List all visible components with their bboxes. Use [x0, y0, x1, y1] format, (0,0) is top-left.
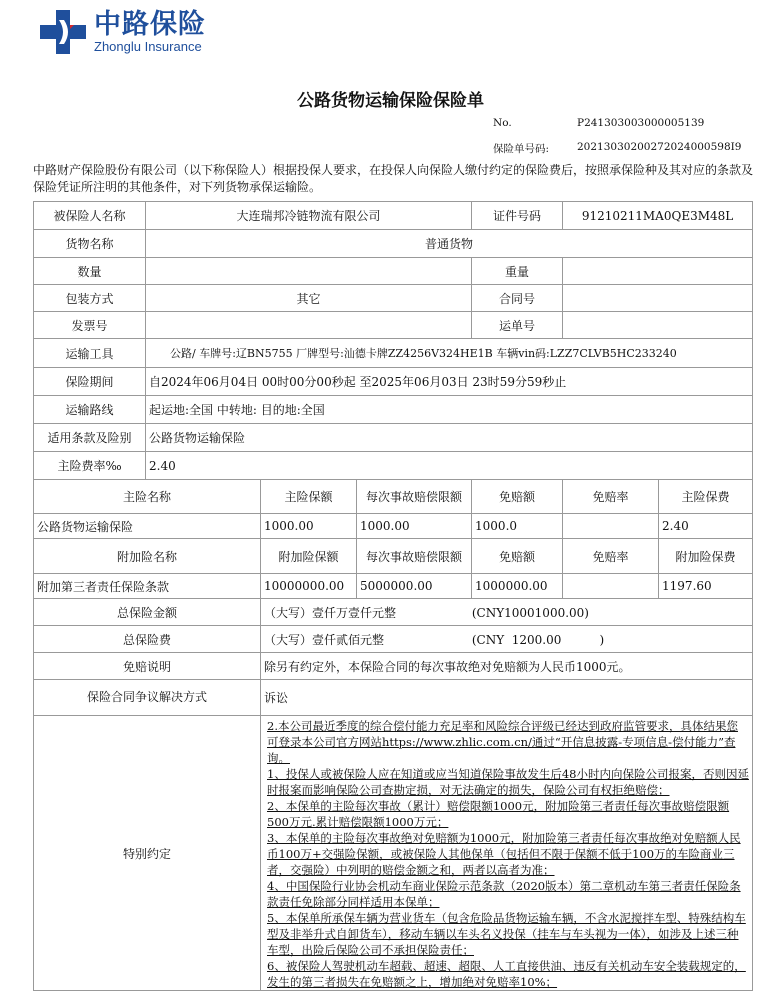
add-header-limit: 每次事故赔偿限额 [357, 539, 472, 574]
total-premium-cell [261, 626, 753, 653]
logo-cross-icon [40, 10, 86, 54]
goods-value: 普通货物 [146, 230, 753, 258]
special-line: 4、中国保险行业协会机动车商业保险示范条款（2020版本）第二章机动车第三者责任保险条款责任免除部分同样适用本保单； [267, 879, 741, 909]
special-line: 3、本保单的主险每次事故绝对免赔额为1000元，附加险第三者责任每次事故绝对免赔额人民币100万+交强险保额，或被保险人其他保单（包括但不限于保额不低于100万的车险商业三者，交强险）中列明的赔偿金额之和，两者以高者为准； [267, 831, 741, 877]
main-row-name: 公路货物运输保险 [34, 514, 261, 539]
add-row-deductible: 1000000.00 [472, 574, 563, 599]
pack-value: 其它 [146, 285, 472, 312]
special-line: 1、投保人或被保险人应在知道或应当知道保险事故发生后48小时内向保险公司报案，否则因延时报案而影响保险公司查勘定损，对无法确定的损失，保险公司有权拒绝赔偿； [267, 767, 749, 797]
intro-paragraph: 中路财产保险股份有限公司（以下称保险人）根据投保人要求，在投保人向保险人缴付约定的保险费后，按照承保险种及其对应的条款及保险凭证所注明的其他条件，对下列货物承保运输险。 [33, 163, 754, 194]
insured-value: 大连瑞邦冷链物流有限公司 [146, 202, 472, 230]
invoice-label: 发票号 [34, 312, 146, 339]
main-header-rate: 免赔率 [563, 480, 659, 514]
dispute-label: 保险合同争议解决方式 [34, 680, 261, 716]
clause-value: 公路货物运输保险 [146, 424, 753, 452]
main-header-amount: 主险保额 [261, 480, 357, 514]
add-header-deductible: 免赔额 [472, 539, 563, 574]
vehicle-value: 公路/ 车牌号:辽BN5755 厂牌型号:汕德卡牌ZZ4256V324HE1B 车辆vin码:LZZ7CLVB5HC233240 [146, 339, 753, 368]
policy-number-label: 保险单号码: [493, 143, 550, 155]
policy-table [33, 201, 753, 991]
total-premium-num: (CNY 1200.00 ) [471, 632, 605, 647]
total-amount-num: (CNY10001000.00) [471, 605, 589, 620]
policy-number-value: 20213030200272024000598I9 [577, 141, 742, 153]
waybill-value [563, 312, 753, 339]
goods-label: 货物名称 [34, 230, 146, 258]
qty-label: 数量 [34, 258, 146, 285]
cert-value: 91210211MA0QE3M48L [563, 202, 753, 230]
main-row-rate [563, 514, 659, 539]
dispute-value: 诉讼 [261, 680, 753, 716]
add-row-limit: 5000000.00 [357, 574, 472, 599]
special-line: 2、本保单的主险每次事故（累计）赔偿限额1000元，附加险第三者责任每次事故赔偿限额500万元.累计赔偿限额1000万元； [267, 799, 730, 829]
route-label: 运输路线 [34, 396, 146, 424]
special-label: 特别约定 [34, 716, 261, 991]
document-title: 公路货物运输保险保险单 [297, 91, 484, 111]
add-header-rate: 免赔率 [563, 539, 659, 574]
special-line: 2.本公司最近季度的综合偿付能力充足率和风险综合评级已经达到政府监管要求，具体结果您可登录本公司官方网站https://www.zhlic.com.cn/通过“开信息披露-专项信息-偿付能力”查询。 [267, 719, 738, 765]
add-row-premium: 1197.60 [659, 574, 753, 599]
add-header-premium: 附加险保费 [659, 539, 753, 574]
main-header-premium: 主险保费 [659, 480, 753, 514]
route-value: 起运地:全国 中转地: 目的地:全国 [146, 396, 753, 424]
rate-value: 2.40 [146, 452, 753, 480]
main-header-limit: 每次事故赔偿限额 [357, 480, 472, 514]
insured-label: 被保险人名称 [34, 202, 146, 230]
period-value: 自2024年06月04日 00时00分00秒起 至2025年06月03日 23时59分59秒止 [146, 368, 753, 396]
rate-label: 主险费率‰ [34, 452, 146, 480]
contract-value [563, 285, 753, 312]
deductible-label: 免赔说明 [34, 653, 261, 680]
invoice-value [146, 312, 472, 339]
contract-label: 合同号 [472, 285, 563, 312]
no-label: No. [493, 117, 512, 129]
add-row-rate [563, 574, 659, 599]
main-header-deductible: 免赔额 [472, 480, 563, 514]
total-premium-label: 总保险费 [34, 626, 261, 653]
brand-name-cn: 中路保险 [94, 9, 206, 40]
total-amount-label: 总保险金额 [34, 599, 261, 626]
qty-value [146, 258, 472, 285]
period-label: 保险期间 [34, 368, 146, 396]
main-row-premium: 2.40 [659, 514, 753, 539]
total-amount-cn: （大写）壹仟万壹仟元整 [264, 605, 397, 620]
add-row-amount: 10000000.00 [261, 574, 357, 599]
company-logo [40, 10, 206, 54]
special-line: 6、被保险人驾驶机动车超载、超速、超限、人工直接供油、违反有关机动车安全装载规定的，发生的第三者损失在免赔额之上，增加绝对免赔率10%； [267, 959, 746, 989]
brand-name-en: Zhonglu Insurance [94, 39, 202, 54]
main-row-deductible: 1000.0 [472, 514, 563, 539]
clause-label: 适用条款及险别 [34, 424, 146, 452]
main-row-amount: 1000.00 [261, 514, 357, 539]
add-row-name: 附加第三者责任保险条款 [34, 574, 261, 599]
waybill-label: 运单号 [472, 312, 563, 339]
total-amount-cell [261, 599, 753, 626]
no-value: P241303003000005139 [577, 117, 705, 129]
pack-label: 包装方式 [34, 285, 146, 312]
main-row-limit: 1000.00 [357, 514, 472, 539]
weight-label: 重量 [472, 258, 563, 285]
total-premium-cn: （大写）壹仟贰佰元整 [264, 632, 385, 647]
add-header-name: 附加险名称 [34, 539, 261, 574]
cert-label: 证件号码 [472, 202, 563, 230]
special-line: 5、本保单所承保车辆为营业货车（包含危险品货物运输车辆，不含水泥搅拌车型、特殊结构车型及非举升式自卸货车），移动车辆以车头名义投保（挂车与车头视为一体），如涉及上述三种车型，出险后保险公司不承担保险责任； [267, 911, 746, 957]
weight-value [563, 258, 753, 285]
special-terms [261, 716, 753, 991]
deductible-value: 除另有约定外，本保险合同的每次事故绝对免赔额为人民币1000元。 [261, 653, 753, 680]
main-header-name: 主险名称 [34, 480, 261, 514]
add-header-amount: 附加险保额 [261, 539, 357, 574]
vehicle-label: 运输工具 [34, 339, 146, 368]
